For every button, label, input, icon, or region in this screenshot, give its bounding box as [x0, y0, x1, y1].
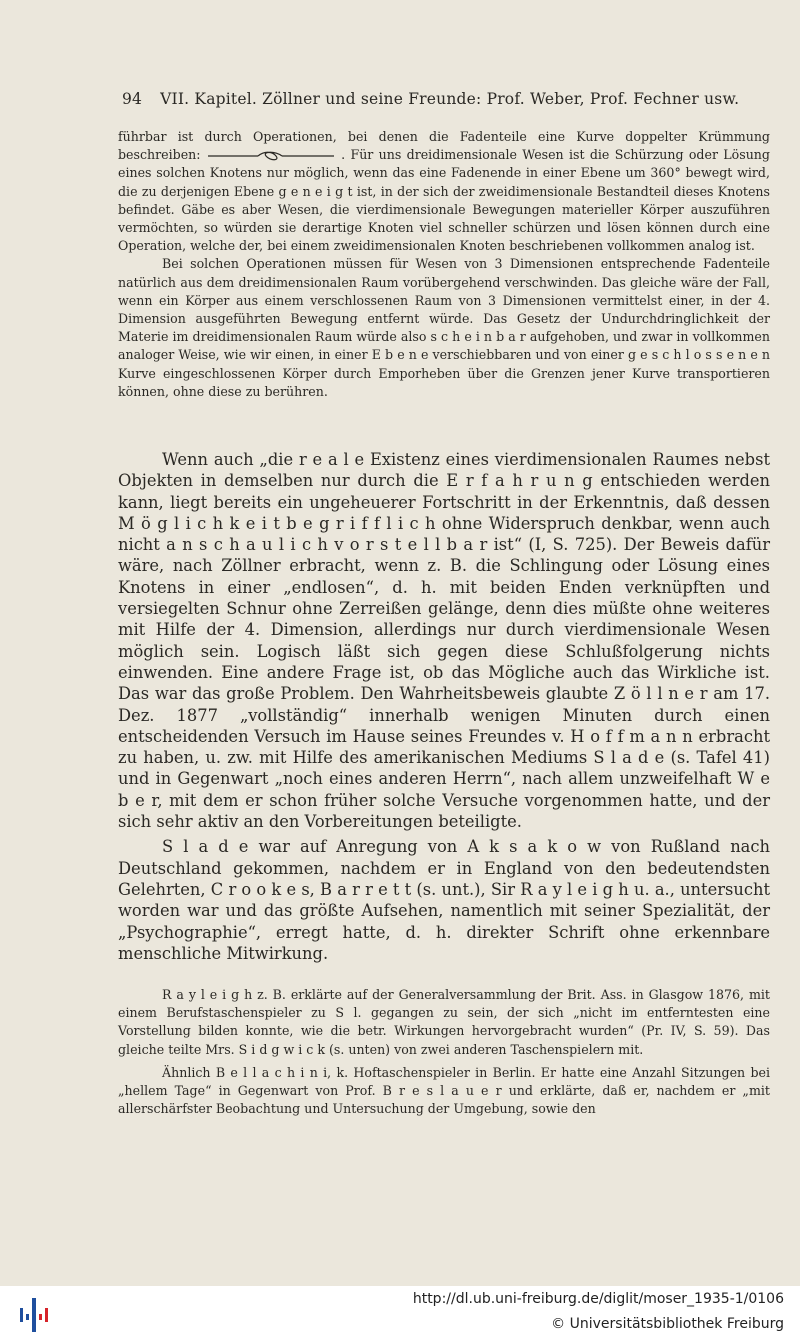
copyright-text: © Universitätsbibliothek Freiburg	[551, 1316, 784, 1332]
ub-freiburg-logo-icon	[14, 1294, 54, 1334]
small-paragraph: Bei solchen Operationen müssen für Wesen von 3 Dimensionen entsprechende Fadenteile natürlich aus dem dreidimensionalen Raum vorübergehend verschwinden. Das gleiche wäre der Fall, wenn ein Körper aus einem verschlossenen Raum von 3 Dimensionen vermittelst einer, in der 4. Dimension ausgeführten Bewegung entfernt würde. Das Gesetz der Undurchdringlichkeit der Materie im dreidimensionalen Raum würde also s c h e i n b a r aufgehoben, und zwar in vollkommen analoger Weise, wie wir einen, in einer E b e n e verschiebbaren und von einer g e s c h l o s s e n e n Kurve eingeschlossenen Körper durch Emporheben über die Grenzen jener Kurve transportieren können, ohne diese zu berühren.	[118, 256, 770, 399]
small-print-block-bottom	[118, 986, 770, 1118]
source-url-link[interactable]: http://dl.ub.uni-freiburg.de/diglit/moser_1935-1/0106	[412, 1291, 784, 1307]
running-header	[122, 90, 772, 108]
small-paragraph: R a y l e i g h z. B. erklärte auf der Generalversammlung der Brit. Ass. in Glasgow 1876, mit einem Berufstaschenspieler zu S l. gegangen zu sein, der sich „nicht im entferntesten eine Vorstellung bilden konnte, wie die betr. Wirkungen hervorgebracht wurden“ (Pr. IV, S. 59). Das gleiche teilte Mrs. S i d g w i c k (s. unten) von zwei anderen Taschenspielern mit.	[118, 987, 770, 1057]
running-head-title: VII. Kapitel. Zöllner und seine Freunde: Prof. Weber, Prof. Fechner usw.	[160, 90, 740, 108]
main-paragraph: Wenn auch „die r e a l e Existenz eines vierdimensionalen Raumes nebst Objekten in demselben nur durch die E r f a h r u n g entschieden werden kann, liegt bereits ein ungeheuerer Fortschritt in der Erkenntnis, daß dessen M ö g l i c h k e i t b e g r i f f l i c h ohne Widerspruch denkbar, wenn auch nicht a n s c h a u l i c h v o r s t e l l b a r ist“ (I, S. 725). Der Beweis dafür wäre, nach Zöllner erbracht, wenn z. B. die Schlingung oder Lösung eines Knotens in einer „endlosen“, d. h. mit beiden Enden verknüpften und versiegelten Schnur ohne Zerreißen gelänge, denn dies müßte ohne weiteres mit Hilfe der 4. Dimension, allerdings nur durch vierdimensionale Wesen möglich sein. Logisch läßt sich gegen diese Schlußfolgerung nichts einwenden. Eine andere Frage ist, ob das Mögliche auch das Wirkliche ist. Das war das große Problem. Den Wahrheitsbeweis glaubte Z ö l l n e r am 17. Dez. 1877 „vollständig“ innerhalb wenigen Minuten durch einen entscheidenden Versuch im Hause seines Freundes v. H o f f m a n n erbracht zu haben, u. zw. mit Hilfe des amerikanischen Mediums S l a d e (s. Tafel 41) und in Gegenwart „noch eines anderen Herrn“, nach allem unzweifelhaft W e b e r, mit dem er schon früher solche Versuche vorgenommen hatte, und der sich sehr aktiv an den Vorbereitungen beteiligte.	[118, 450, 770, 832]
knot-diagram-icon	[206, 151, 336, 161]
page-number: 94	[122, 90, 143, 108]
viewer-footer	[0, 1286, 800, 1342]
small-paragraph: Ähnlich B e l l a c h i n i, k. Hoftaschenspieler in Berlin. Er hatte eine Anzahl Sitzungen bei „hellem Tage“ in Gegenwart von Prof. B r e s l a u e r und erklärte, daß er, nachdem er „mit allerschärfster Beobachtung und Untersuchung der Umgebung, sowie den	[118, 1064, 770, 1117]
paragraph-text: . Für uns dreidimensionale Wesen ist die Schürzung oder Lösung eines solchen Knotens nur möglich, wenn das eine Fadenende in einer Ebene um 360° bewegt wird, die zu derjenigen Ebene g e n e i g t ist, in der sich der zweidimensionale Bestandteil dieses Knotens befindet. Gäbe es aber Wesen, die vierdimensionale Bewegungen materieller Körper auszuführen vermöchten, so würden sie derartige Knoten viel schneller schürzen und lösen können durch eine Operation, welche der, bei einem zweidimensionalen Knoten beschriebenen vollkommen analog ist.	[118, 147, 770, 254]
main-paragraph: S l a d e war auf Anregung von A k s a k o w von Rußland nach Deutschland gekommen, nachdem er in England von den bedeutendsten Gelehrten, C r o o k e s, B a r r e t t (s. unt.), Sir R a y l e i g h u. a., untersucht worden war und das größte Aufsehen, namentlich mit seiner Spezialität, der „Psychographie“, erregt hatte, d. h. direkter Schrift ohne erkennbare menschliche Mitwirkung.	[118, 837, 770, 963]
main-text-block	[118, 449, 770, 964]
small-print-block-top	[118, 128, 770, 401]
paragraph-text: führbar ist durch Operationen, bei denen die Fadenteile eine Kurve doppelter Krümmung beschreiben:	[118, 129, 770, 163]
small-paragraph	[118, 128, 770, 255]
